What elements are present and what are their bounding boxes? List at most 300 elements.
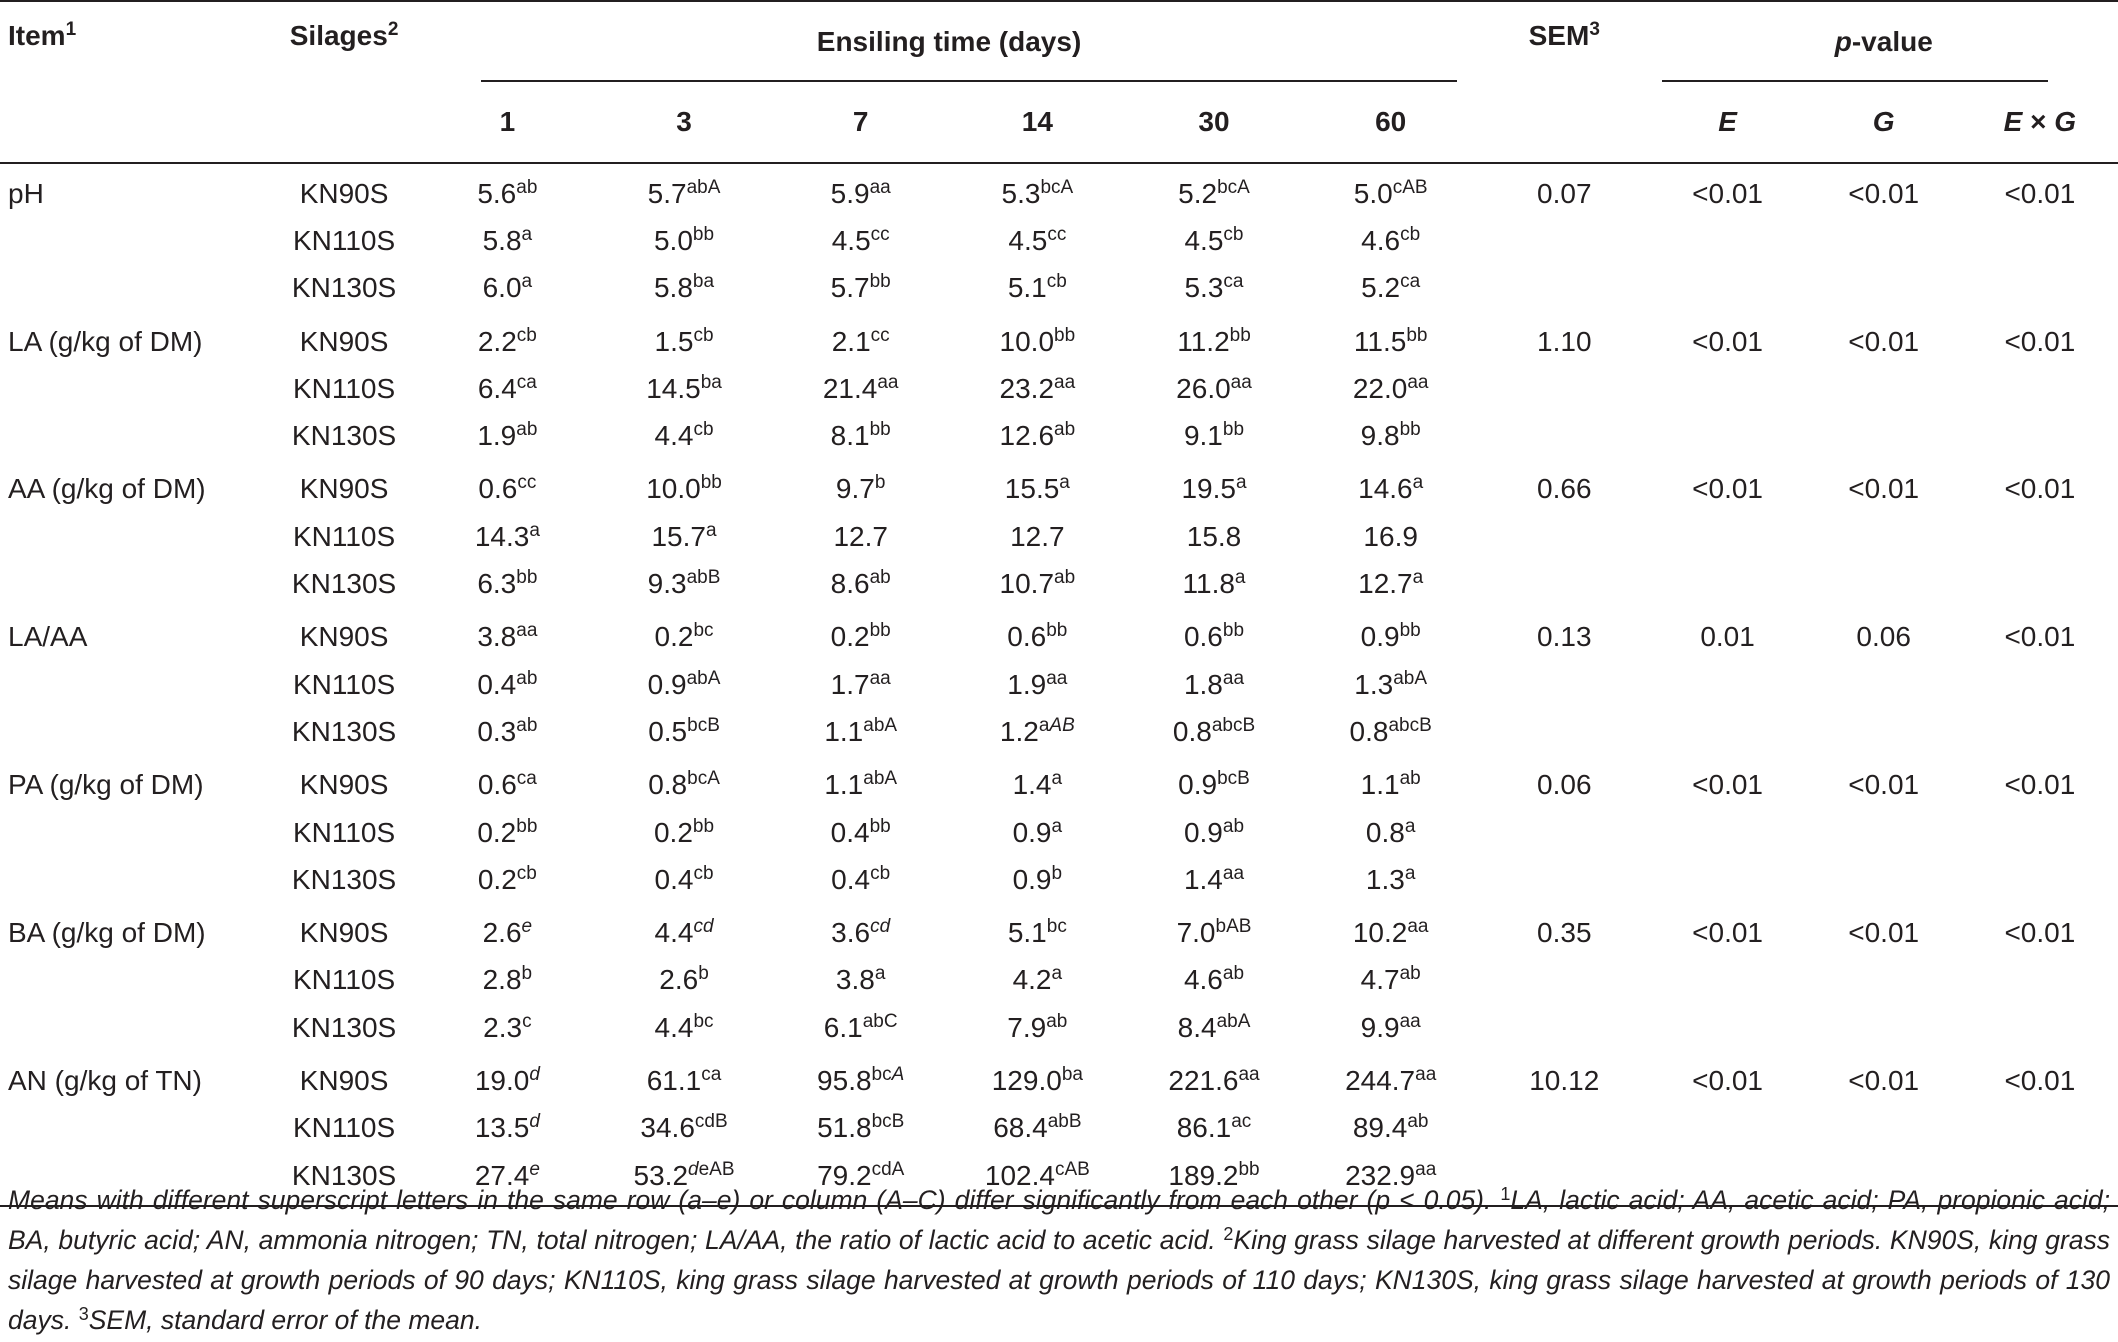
header-day-1: 1	[499, 106, 516, 137]
cell-mean: 0.2	[477, 816, 517, 848]
cell-mean: 95.8	[817, 1064, 872, 1096]
cell-mean: 14.3	[474, 520, 530, 552]
cell-value	[596, 1105, 773, 1152]
cell-value	[596, 756, 773, 809]
cell-mean: 1.4	[1012, 769, 1052, 801]
cell-mean: 0.6	[1183, 621, 1223, 653]
header-p-e: E	[1718, 106, 1737, 137]
row-silage-label: KN130S	[291, 863, 397, 895]
cell-superscript: aa	[1415, 1063, 1437, 1085]
cell-mean: 9.1	[1183, 420, 1223, 452]
cell-value	[596, 809, 773, 856]
row-pg: <0.01	[1848, 177, 1920, 209]
table-header	[0, 1, 2118, 163]
row-pe	[1650, 365, 1806, 412]
table-row	[0, 460, 2118, 513]
cell-mean: 19.0	[474, 1064, 530, 1096]
cell-value	[949, 1004, 1126, 1051]
cell-mean: 8.1	[830, 420, 870, 452]
row-silage-label: KN130S	[291, 1011, 397, 1043]
table-row	[0, 265, 2118, 312]
cell-value	[1126, 608, 1303, 661]
row-pg	[1806, 809, 1962, 856]
cell-superscript: abA	[1393, 667, 1428, 689]
row-pexg	[1962, 513, 2118, 560]
cell-value	[419, 560, 596, 607]
row-item-label: AA (g/kg of DM)	[8, 473, 206, 505]
row-item-label: PA (g/kg of DM)	[8, 769, 204, 801]
row-pg: <0.01	[1848, 917, 1920, 949]
cell-superscript: cAB	[1054, 1158, 1090, 1180]
cell-value	[772, 513, 949, 560]
cell-value	[1302, 365, 1479, 412]
row-pg	[1806, 365, 1962, 412]
cell-mean: 23.2	[999, 372, 1055, 404]
cell-mean: 5.0	[653, 224, 693, 256]
row-item-label: LA (g/kg of DM)	[8, 325, 203, 357]
table-row	[0, 217, 2118, 264]
row-silage-label: KN110S	[292, 816, 396, 848]
cell-mean: 3.8	[477, 621, 517, 653]
row-pe	[1650, 957, 1806, 1004]
cell-value	[1126, 560, 1303, 607]
cell-superscript: ab	[869, 567, 891, 589]
cell-value	[596, 608, 773, 661]
cell-superscript: cc	[517, 472, 537, 494]
row-sem	[1479, 265, 1650, 312]
cell-superscript: cc	[870, 223, 890, 245]
cell-superscript: bb	[1222, 419, 1245, 441]
row-item-label	[0, 957, 269, 1004]
cell-value	[419, 856, 596, 903]
cell-superscript: cb	[516, 324, 537, 346]
cell-value	[949, 265, 1126, 312]
cell-value	[419, 1051, 596, 1104]
cell-mean: 189.2	[1168, 1159, 1239, 1191]
cell-superscript: a	[1051, 768, 1063, 790]
row-pg: <0.01	[1848, 473, 1920, 505]
cell-value	[596, 957, 773, 1004]
cell-value	[1302, 1004, 1479, 1051]
row-silage-label: KN130S	[291, 568, 397, 600]
cell-superscript: ca	[516, 371, 537, 393]
cell-mean: 5.2	[1178, 177, 1218, 209]
cell-mean: 26.0	[1176, 372, 1231, 404]
row-pg	[1806, 513, 1962, 560]
cell-value	[1302, 560, 1479, 607]
cell-value	[1126, 163, 1303, 217]
cell-superscript: d	[529, 1063, 540, 1085]
cell-value	[772, 560, 949, 607]
cell-value	[1302, 661, 1479, 708]
row-sem: 0.66	[1537, 473, 1592, 505]
cell-value	[419, 957, 596, 1004]
cell-value	[419, 312, 596, 365]
cell-value	[772, 708, 949, 755]
table-row	[0, 809, 2118, 856]
cell-mean: 1.7	[830, 668, 870, 700]
cell-superscript: cb	[870, 862, 891, 884]
row-silage-label: KN110S	[292, 520, 396, 552]
cell-superscript: abA	[686, 667, 721, 689]
cell-mean: 2.1	[831, 325, 871, 357]
cell-value	[772, 957, 949, 1004]
row-pe	[1650, 513, 1806, 560]
cell-value	[772, 1105, 949, 1152]
cell-value	[1126, 1004, 1303, 1051]
cell-value	[1302, 265, 1479, 312]
cell-value	[949, 608, 1126, 661]
cell-superscript: a	[1234, 567, 1246, 589]
cell-superscript: a	[874, 963, 886, 985]
cell-mean: 4.4	[654, 917, 694, 949]
cell-value	[949, 903, 1126, 956]
cell-mean: 11.2	[1177, 325, 1230, 357]
cell-superscript: bcA	[1040, 176, 1074, 198]
cell-value	[949, 163, 1126, 217]
cell-superscript: bcB	[1217, 768, 1250, 790]
row-pexg	[1962, 560, 2118, 607]
row-silage-label: KN110S	[292, 668, 396, 700]
cell-mean: 0.5	[648, 715, 688, 747]
cell-superscript: abA	[1216, 1010, 1251, 1032]
cell-value	[419, 265, 596, 312]
row-sem	[1479, 661, 1650, 708]
cell-mean: 5.1	[1007, 272, 1047, 304]
cell-mean: 129.0	[991, 1064, 1062, 1096]
header-silages: Silages$^2$	[289, 19, 399, 51]
row-item-label: BA (g/kg of DM)	[8, 917, 206, 949]
cell-superscript: aa	[516, 620, 538, 642]
cell-value	[596, 903, 773, 956]
cell-value	[949, 661, 1126, 708]
cell-value	[419, 412, 596, 459]
table-row	[0, 560, 2118, 607]
cell-superscript: cd	[870, 916, 891, 938]
cell-value	[596, 460, 773, 513]
row-pexg	[1962, 856, 2118, 903]
row-item-label	[0, 265, 269, 312]
cell-superscript: abcB	[1388, 714, 1432, 736]
cell-superscript: a	[1235, 472, 1247, 494]
row-pe	[1650, 1105, 1806, 1152]
cell-value	[1302, 608, 1479, 661]
cell-mean: 221.6	[1168, 1064, 1239, 1096]
cell-mean: 1.3	[1354, 668, 1394, 700]
cell-mean: 4.6	[1183, 964, 1223, 996]
cell-value	[772, 265, 949, 312]
cell-superscript: cb	[693, 419, 714, 441]
cell-mean: 12.7	[1358, 568, 1413, 600]
cell-mean: 0.9	[1178, 769, 1218, 801]
table-row	[0, 412, 2118, 459]
cell-mean: 5.7	[647, 177, 687, 209]
cell-mean: 5.3	[1001, 177, 1041, 209]
cell-superscript: cc	[1047, 223, 1067, 245]
cell-value	[596, 708, 773, 755]
header-ensiling-time: Ensiling time (days)	[419, 1, 1479, 82]
cell-superscript: a	[1404, 862, 1416, 884]
row-pe: <0.01	[1692, 1064, 1763, 1096]
cell-value	[419, 1105, 596, 1152]
table-row	[0, 661, 2118, 708]
cell-value	[772, 365, 949, 412]
cell-mean: 0.6	[477, 769, 517, 801]
cell-value	[772, 1051, 949, 1104]
row-item-label: pH	[8, 177, 44, 209]
table-row	[0, 957, 2118, 1004]
cell-superscript: abC	[862, 1010, 898, 1032]
cell-value	[1126, 856, 1303, 903]
cell-mean: 21.4	[822, 372, 878, 404]
cell-value	[596, 856, 773, 903]
row-sem: 1.10	[1537, 325, 1592, 357]
row-pexg	[1962, 412, 2118, 459]
cell-superscript: abA	[686, 176, 721, 198]
cell-value	[949, 412, 1126, 459]
cell-value	[419, 460, 596, 513]
cell-mean: 1.8	[1183, 668, 1223, 700]
row-pe	[1650, 560, 1806, 607]
row-silage-label: KN110S	[292, 1112, 396, 1144]
cell-superscript: bb	[1238, 1158, 1260, 1180]
cell-value	[1126, 312, 1303, 365]
cell-superscript: cc	[870, 324, 890, 346]
cell-value	[1302, 513, 1479, 560]
cell-value	[949, 957, 1126, 1004]
cell-superscript: aa	[1407, 916, 1429, 938]
row-item-label: AN (g/kg of TN)	[8, 1064, 202, 1096]
row-sem	[1479, 1105, 1650, 1152]
cell-superscript: bb	[869, 815, 891, 837]
row-sem	[1479, 365, 1650, 412]
cell-value	[772, 608, 949, 661]
cell-mean: 0.4	[477, 668, 517, 700]
cell-mean: 10.0	[999, 325, 1055, 357]
row-pg	[1806, 856, 1962, 903]
table-row	[0, 1004, 2118, 1051]
cell-superscript: a	[705, 519, 717, 541]
cell-mean: 0.8	[648, 769, 688, 801]
row-pexg	[1962, 365, 2118, 412]
row-sem: 0.13	[1537, 621, 1592, 653]
cell-superscript: ca	[701, 1063, 722, 1085]
cell-value	[1126, 661, 1303, 708]
cell-value	[419, 756, 596, 809]
row-pexg	[1962, 809, 2118, 856]
row-silage-label: KN130S	[291, 715, 397, 747]
row-pexg	[1962, 661, 2118, 708]
cell-value	[772, 903, 949, 956]
row-item-label	[0, 365, 269, 412]
row-silage-label: KN110S	[292, 372, 396, 404]
cell-superscript: bAB	[1215, 916, 1252, 938]
table-row	[0, 312, 2118, 365]
row-pe: <0.01	[1692, 473, 1763, 505]
cell-value	[596, 1051, 773, 1104]
cell-superscript: cdA	[871, 1158, 905, 1180]
cell-superscript: ca	[516, 768, 537, 790]
header-day-60: 60	[1375, 106, 1407, 137]
cell-superscript: ba	[692, 271, 715, 293]
cell-mean: 2.3	[483, 1011, 523, 1043]
cell-superscript: bb	[1406, 324, 1428, 346]
row-pg: <0.01	[1848, 769, 1920, 801]
header-day-3: 3	[676, 106, 692, 137]
cell-mean: 9.9	[1360, 1011, 1400, 1043]
cell-value	[1302, 163, 1479, 217]
header-item: Item$^1$	[8, 19, 77, 51]
row-pe	[1650, 809, 1806, 856]
cell-value	[1126, 957, 1303, 1004]
cell-superscript: ab	[1054, 419, 1076, 441]
cell-mean: 9.3	[647, 568, 687, 600]
cell-superscript: b	[1051, 862, 1063, 884]
cell-superscript: bb	[1046, 620, 1068, 642]
cell-superscript: a	[1404, 815, 1416, 837]
cell-mean: 22.0	[1352, 372, 1408, 404]
row-sem	[1479, 809, 1650, 856]
cell-mean: 5.3	[1184, 272, 1224, 304]
cell-value	[772, 217, 949, 264]
cell-mean: 13.5	[474, 1112, 530, 1144]
cell-mean: 1.1	[824, 715, 864, 747]
row-pexg: <0.01	[2004, 177, 2076, 209]
row-item-label	[0, 217, 269, 264]
cell-mean: 11.5	[1353, 325, 1407, 357]
cell-superscript: bb	[516, 815, 538, 837]
cell-superscript: aa	[1230, 371, 1252, 393]
cell-mean: 2.6	[659, 964, 699, 996]
cell-superscript: c	[522, 1010, 532, 1032]
cell-mean: 1.9	[1007, 668, 1047, 700]
cell-mean: 15.5	[1004, 473, 1060, 505]
cell-mean: 5.8	[482, 224, 522, 256]
cell-mean: 11.8	[1182, 568, 1235, 600]
cell-value	[596, 513, 773, 560]
cell-value	[1126, 460, 1303, 513]
cell-mean: 3.8	[835, 964, 875, 996]
cell-superscript: ac	[1231, 1111, 1252, 1133]
cell-value	[419, 608, 596, 661]
cell-superscript: aa	[1415, 1158, 1437, 1180]
cell-value	[949, 1051, 1126, 1104]
table-body	[0, 163, 2118, 1206]
cell-value	[1126, 708, 1303, 755]
row-sem: 0.35	[1537, 917, 1592, 949]
cell-mean: 10.2	[1352, 917, 1408, 949]
row-pexg: <0.01	[2004, 1064, 2076, 1096]
cell-value	[1302, 708, 1479, 755]
cell-mean: 0.6	[1007, 621, 1047, 653]
cell-value	[949, 217, 1126, 264]
cell-superscript: bb	[1399, 419, 1421, 441]
table-row	[0, 608, 2118, 661]
cell-superscript: ba	[1061, 1063, 1083, 1085]
cell-mean: 0.8	[1349, 715, 1389, 747]
cell-mean: 5.1	[1007, 917, 1047, 949]
cell-value	[1126, 1051, 1303, 1104]
cell-superscript: bcA	[1217, 176, 1250, 198]
cell-value	[1302, 856, 1479, 903]
cell-mean: 0.4	[654, 863, 694, 895]
row-sem	[1479, 513, 1650, 560]
table-row	[0, 513, 2118, 560]
row-pe	[1650, 856, 1806, 903]
cell-mean: 4.5	[1184, 224, 1224, 256]
cell-mean: 8.6	[830, 568, 870, 600]
cell-mean: 10.0	[646, 473, 701, 505]
table-row	[0, 856, 2118, 903]
row-pg: 0.06	[1856, 621, 1911, 653]
cell-superscript: bb	[692, 815, 715, 837]
cell-mean: 9.7	[835, 473, 875, 505]
row-pg: <0.01	[1848, 1064, 1920, 1096]
table-row	[0, 1051, 2118, 1104]
row-pg	[1806, 661, 1962, 708]
cell-mean: 5.8	[653, 272, 693, 304]
cell-mean: 1.2	[999, 715, 1039, 747]
cell-superscript: e	[529, 1158, 540, 1180]
cell-superscript: a	[1051, 963, 1063, 985]
cell-mean: 14.5	[646, 372, 701, 404]
cell-value	[949, 365, 1126, 412]
row-pe	[1650, 1004, 1806, 1051]
cell-value	[949, 856, 1126, 903]
cell-mean: 15.7	[651, 520, 706, 552]
cell-mean: 12.7	[1010, 520, 1065, 552]
cell-superscript: bb	[516, 567, 538, 589]
row-pexg: <0.01	[2004, 621, 2076, 653]
cell-value	[596, 560, 773, 607]
cell-mean: 0.4	[831, 863, 871, 895]
row-silage-label: KN130S	[291, 420, 397, 452]
cell-superscript: a	[521, 223, 533, 245]
cell-superscript: cdB	[694, 1111, 728, 1133]
cell-superscript: bcB	[871, 1111, 905, 1133]
row-silage-label: KN110S	[292, 964, 396, 996]
cell-mean: 4.7	[1360, 964, 1400, 996]
cell-mean: 0.9	[1183, 816, 1223, 848]
cell-mean: 6.3	[477, 568, 517, 600]
header-p-value: p-value	[1650, 1, 2118, 82]
cell-mean: 0.9	[1360, 621, 1400, 653]
cell-superscript: aa	[1046, 667, 1068, 689]
cell-mean: 0.9	[1012, 816, 1052, 848]
cell-superscript: a	[1412, 567, 1424, 589]
cell-value	[949, 312, 1126, 365]
cell-value	[1302, 412, 1479, 459]
row-item-label	[0, 1004, 269, 1051]
cell-mean: 6.0	[482, 272, 522, 304]
cell-superscript: aa	[1407, 371, 1429, 393]
row-pexg	[1962, 957, 2118, 1004]
cell-superscript: ab	[516, 667, 538, 689]
cell-value	[1302, 312, 1479, 365]
row-silage-label: KN90S	[299, 325, 389, 357]
row-pe: <0.01	[1692, 917, 1763, 949]
cell-value	[419, 217, 596, 264]
cell-value	[596, 1004, 773, 1051]
cell-mean: 89.4	[1352, 1112, 1408, 1144]
cell-superscript: aa	[1238, 1063, 1260, 1085]
cell-superscript: aa	[877, 371, 899, 393]
cell-superscript: aa	[1054, 371, 1076, 393]
row-item-label	[0, 513, 269, 560]
row-pexg: <0.01	[2004, 325, 2076, 357]
cell-value	[1302, 1105, 1479, 1152]
cell-value	[772, 412, 949, 459]
